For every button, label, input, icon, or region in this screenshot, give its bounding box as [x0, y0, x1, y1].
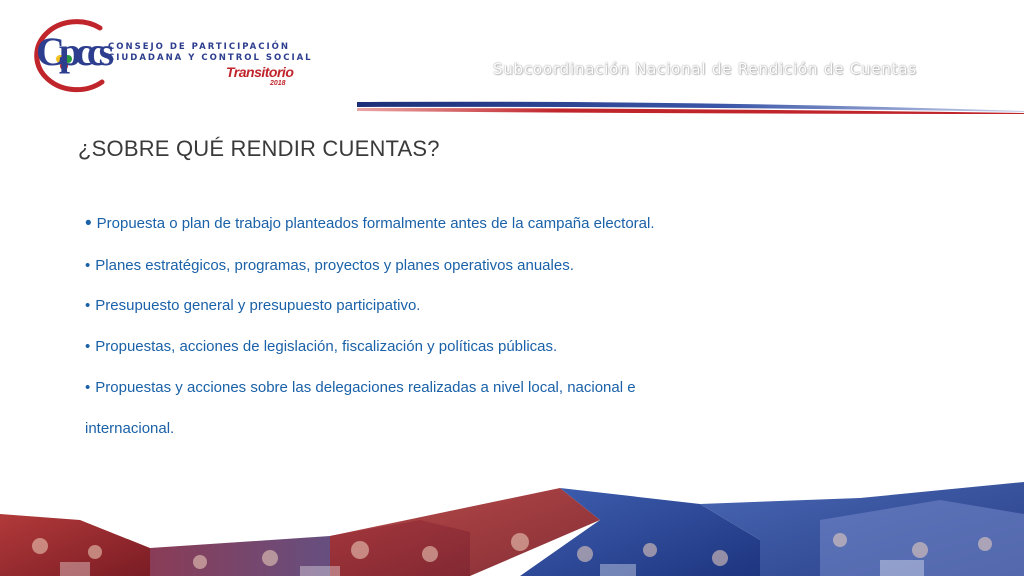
- list-item: [85, 379, 636, 396]
- logo-transitorio: Transitorio: [226, 64, 294, 80]
- list-item: [85, 297, 420, 314]
- slide-title: ¿SOBRE QUÉ RENDIR CUENTAS?: [78, 136, 440, 161]
- bullet-continuation: internacional.: [85, 420, 175, 437]
- logo-org-line-1: CONSEJO DE PARTICIPACIÓN: [108, 42, 290, 52]
- footer-photo-collage: [0, 480, 1024, 576]
- bullet-text: Propuestas y acciones sobre las delegaciones realizadas a nivel local, nacional e: [95, 379, 636, 396]
- list-item: [85, 257, 574, 274]
- bullet-dot: •: [85, 338, 91, 355]
- bullet-text: Planes estratégicos, programas, proyectos y planes operativos anuales.: [95, 257, 574, 274]
- header-subtitle: Subcoordinación Nacional de Rendición de Cuentas: [493, 60, 918, 78]
- bullet-text: Propuestas, acciones de legislación, fiscalización y políticas públicas.: [95, 338, 558, 355]
- list-item: [85, 212, 655, 234]
- bullet-text: Presupuesto general y presupuesto participativo.: [95, 297, 421, 314]
- header-stripe: [355, 97, 1024, 121]
- bullet-dot: •: [85, 297, 91, 314]
- cpccs-logo: [20, 18, 313, 96]
- logo-year: 2018: [270, 80, 286, 87]
- list-item: [85, 338, 557, 355]
- bullet-dot: •: [85, 379, 91, 396]
- bullet-dot: •: [85, 257, 91, 274]
- bullet-text: Propuesta o plan de trabajo planteados formalmente antes de la campaña electoral.: [96, 215, 655, 232]
- bullet-dot: •: [85, 213, 92, 234]
- logo-mark: Cpccs: [36, 29, 109, 74]
- logo-org-line-2: CIUDADANA Y CONTROL SOCIAL: [108, 53, 313, 63]
